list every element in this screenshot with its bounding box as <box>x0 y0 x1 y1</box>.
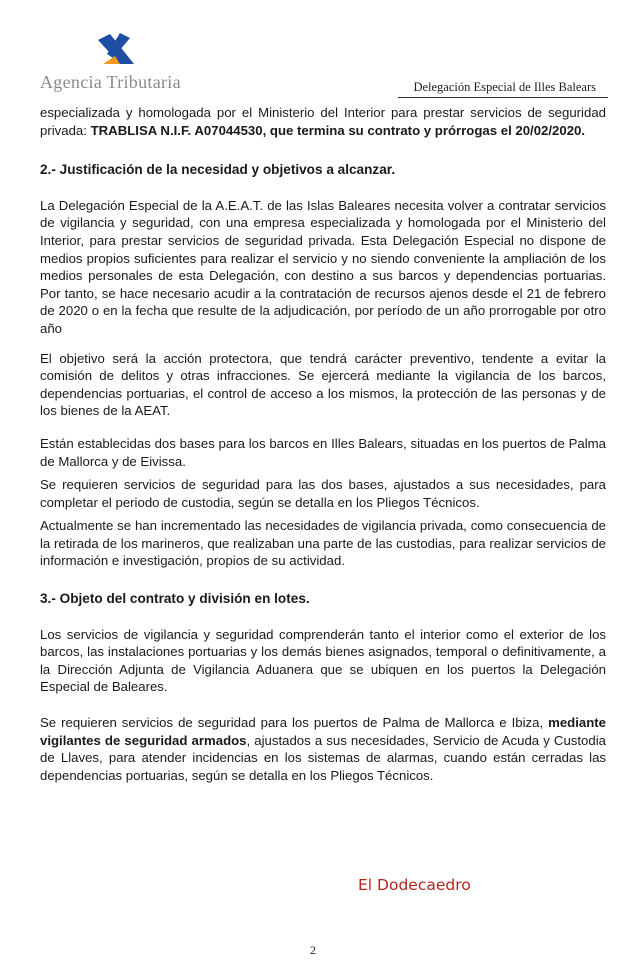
agency-name: Agencia Tributaria <box>40 72 181 92</box>
section-2-paragraph-5: Actualmente se han incrementado las necesidades de vigilancia privada, como consecuencia de la retirada de los marineros, que realizaban una parte de las custodias, para realizar servicios de información e investigación, propios de su actividad. <box>40 518 606 569</box>
page-number: 2 <box>310 943 316 957</box>
header-rule <box>398 97 608 98</box>
section-3-heading: 3.- Objeto del contrato y división en lotes. <box>40 591 310 607</box>
intro-bold-text: TRABLISA N.I.F. A07044530, que termina su contrato y prórrogas el 20/02/2020. <box>90 122 586 138</box>
aeat-logo-icon <box>95 30 141 68</box>
section-3-p2-bold: mediante vigilantes de seguridad armados <box>40 715 606 748</box>
section-2-paragraph-4: Se requieren servicios de seguridad para las dos bases, ajustados a sus necesidades, para completar el periodo de custodia, según se detalla en los Pliegos Técnicos. <box>40 477 606 510</box>
delegation-name: Delegación Especial de Illes Balears <box>413 80 596 94</box>
section-3-p2-text-b: , ajustados a sus necesidades, Servicio de Acuda y Custodia de Llaves, para atender incidencias en los sistemas de alarmas, cuando están cerradas las dependencias portuarias, según se detalla en los Pliegos Técnicos. <box>40 732 606 783</box>
section-3-p2-text-a: Se requieren servicios de seguridad para los puertos de Palma de Mallorca e Ibiza, <box>40 715 549 731</box>
section-2-paragraph-3: Están establecidas dos bases para los barcos en Illes Balears, situadas en los puertos de Palma de Mallorca y de Eivissa. <box>40 435 606 469</box>
section-2-paragraph-1: La Delegación Especial de la A.E.A.T. de las Islas Baleares necesita volver a contratar servicios de vigilancia y seguridad, con una empresa especializada y homologada por el Ministerio del Interior, para prestar servicios de seguridad privada. Esta Delegación Especial no dispone de medios propios suficientes para realizar el servicio y no siendo conveniente la ampliación de los medios personales de esta Delegación, con destino a sus barcos y dependencias portuarias. Por tanto, se hace necesario acudir a la contratación de recursos ajenos desde el 21 de febrero de 2020 o en la fecha que resulte de la adjudicación, por período de un año prorrogable por otro año <box>40 197 606 336</box>
section-2-heading: 2.- Justificación de la necesidad y objetivos a alcanzar. <box>40 162 396 178</box>
intro-text: especializada y homologada por el Ministerio del Interior para prestar servicios de seguridad privada: <box>40 105 606 138</box>
watermark: El Dodecaedro <box>358 876 471 894</box>
section-2-paragraph-2: El objetivo será la acción protectora, que tendrá carácter preventivo, tendente a evitar la comisión de delitos y otras infracciones. Se ejercerá mediante la vigilancia de los barcos, dependencias portuarias, el control de acceso a los mismos, la protección de las personas y de los bienes de la AEAT. <box>40 350 606 419</box>
document-body <box>40 104 606 796</box>
intro-paragraph <box>40 104 606 139</box>
page-header <box>0 0 626 104</box>
section-3-paragraph-2 <box>40 714 606 784</box>
section-3-paragraph-1: Los servicios de vigilancia y seguridad comprenderán tanto el interior como el exterior de los barcos, las instalaciones portuarias y los demás bienes asignados, temporal o definitivamente, a la Dirección Adjunta de Vigilancia Aduanera que se ubiquen en los puertos la Delegación Especial de Baleares. <box>40 626 606 695</box>
